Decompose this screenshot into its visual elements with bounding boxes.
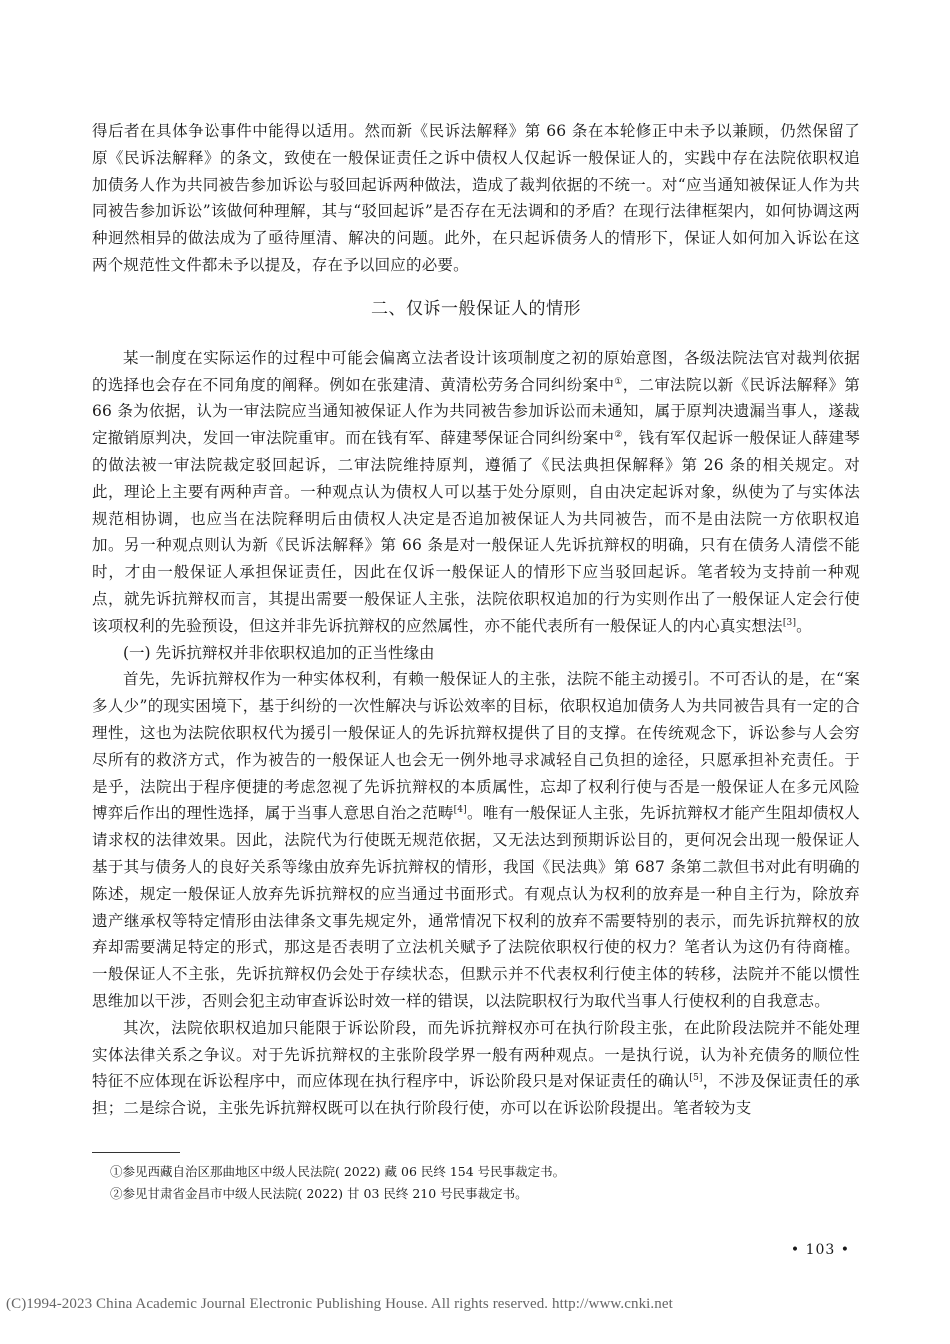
footnote-1: ①参见西藏自治区那曲地区中级人民法院( 2022) 藏 06 民终 154 号民事裁定书。 [110, 1164, 566, 1179]
paragraph-continued: 得后者在具体争讼事件中能得以适用。然而新《民诉法解释》第 66 条在本轮修正中未予以兼顾，仍然保留了原《民诉法解释》的条文，致使在一般保证责任之诉中债权人仅起诉一般保证人的，实践中存在法院依职权追加债务人作为共同被告参加诉讼与驳回起诉两种做法，造成了裁判依据的不统一。对“应当通知被保证人作为共同被告参加诉讼”该做何种理解，其与“驳回起诉”是否存在无法调和的矛盾？在现行法律框架内，如何协调这两种迥然相异的做法成为了亟待厘清、解决的问题。此外，在只起诉债务人的情形下，保证人如何加入诉讼在这两个规范性文件都未予以提及，存在予以回应的必要。 [92, 122, 860, 274]
page-number: • 103 • [790, 1242, 850, 1258]
citation-ref-3[interactable]: [3] [782, 617, 797, 628]
footnote-marker-1[interactable]: ① [614, 376, 623, 387]
paragraph-1-part-d: 。 [796, 616, 812, 635]
subsection-title: (一) 先诉抗辩权并非依职权追加的正当性缘由 [123, 643, 435, 662]
paragraph-3 [92, 1015, 860, 1122]
copyright-watermark-line: (C)1994-2023 China Academic Journal Electronic Publishing House. All rights reserved. http://www.cnki.net [6, 1296, 673, 1312]
paragraph-2 [92, 666, 860, 1014]
paragraph-2-part-b: 。唯有一般保证人主张，先诉抗辩权才能产生阻却债权人请求权的法律效果。因此，法院代为行使既无规范依据，又无法达到预期诉讼目的，更何况会出现一般保证人基于其与债务人的良好关系等缘由放弃先诉抗辩权的情形，我国《民法典》第 687 条第二款但书对此有明确的陈述，规定一般保证人放弃先诉抗辩权的应当通过书面形式。有观点认为权利的放弃是一种自主行为，除放弃遗产继承权等特定情形由法律条文事先规定外，通常情况下权利的放弃不需要特别的表示，而先诉抗辩权的放弃却需要满足特定的形式，那这是否表明了立法机关赋予了法院依职权行使的权力？笔者认为这仍有待商榷。一般保证人不主张，先诉抗辩权仍会处于存续状态，但默示并不代表权利行使主体的转移，法院并不能以惯性思维加以干涉，否则会犯主动审查诉讼时效一样的错误，以法院职权行为取代当事人行使权利的自我意志。 [92, 804, 860, 1010]
article-page [92, 118, 860, 1122]
paragraph-3-part-b: ，不涉及保证责任的承担；二是综合说，主张先诉抗辩权既可以在执行阶段行使，亦可以在诉讼阶段提出。笔者较为支 [92, 1072, 860, 1118]
citation-ref-4[interactable]: [4] [453, 805, 467, 816]
footnotes [110, 1161, 850, 1205]
paragraph-2-part-a: 首先，先诉抗辩权作为一种实体权利，有赖一般保证人的主张，法院不能主动援引。不可否认的是，在“案多人少”的现实困境下，基于纠纷的一次性解决与诉讼效率的目标，依职权追加债务人为共同被告具有一定的合理性，这也为法院依职权代为援引一般保证人的先诉抗辩权提供了目的支撑。在传统观念下，诉讼参与人会穷尽所有的救济方式，作为被告的一般保证人也会无一例外地寻求减轻自己负担的途径，只愿承担补充责任。于是乎，法院出于程序便捷的考虑忽视了先诉抗辩权的本质属性，忘却了权利行使与否是一般保证人在多元风险博弈后作出的理性选择，属于当事人意思自治之范畴 [92, 670, 860, 823]
footnote-marker-2[interactable]: ② [614, 430, 623, 441]
section-title: 二、仅诉一般保证人的情形 [371, 298, 581, 319]
paragraph-3-part-a: 其次，法院依职权追加只能限于诉讼阶段，而先诉抗辩权亦可在执行阶段主张，在此阶段法院并不能处理实体法律关系之争议。对于先诉抗辩权的主张阶段学界一般有两种观点。一是执行说，认为补充债务的顺位性特征不应体现在诉讼程序中，而应体现在执行程序中，诉讼阶段只是对保证责任的确认 [92, 1018, 860, 1091]
footnote-2: ②参见甘肃省金昌市中级人民法院( 2022) 甘 03 民终 210 号民事裁定书。 [110, 1186, 528, 1201]
citation-ref-5[interactable]: [5] [689, 1073, 703, 1084]
paragraph-1-part-b: ，二审法院以新《民诉法解释》第 66 条为依据，认为一审法院应当通知被保证人作为共同被告参加诉讼而未通知，属于原判决遗漏当事人，遂裁定撤销原判决，发回一审法院重审。而在钱有军、薛建琴保证合同纠纷案中 [92, 375, 860, 448]
paragraph-1-part-c: ，钱有军仅起诉一般保证人薛建琴的做法被一审法院裁定驳回起诉，二审法院维持原判，遵循了《民法典担保解释》第 26 条的相关规定。对此，理论上主要有两种声音。一种观点认为债权人可以基于处分原则，自由决定起诉对象，纵使为了与实体法规范相协调，也应当在法院释明后由债权人决定是否追加被保证人为共同被告，而不是由法院一方依职权追加。另一种观点则认为新《民诉法解释》第 66 条是对一般保证人先诉抗辩权的明确，只有在债务人清偿不能时，才由一般保证人承担保证责任，因此在仅诉一般保证人的情形下应当驳回起诉。笔者较为支持前一种观点，就先诉抗辩权而言，其提出需要一般保证人主张，法院依职权追加的行为实则作出了一般保证人定会行使该项权利的先验预设，但这并非先诉抗辩权的应然属性，亦不能代表所有一般保证人的内心真实想法 [92, 429, 860, 635]
footnote-divider [92, 1152, 180, 1153]
paragraph-1-part-a: 某一制度在实际运作的过程中可能会偏离立法者设计该项制度之初的原始意图，各级法院法官对裁判依据的选择也会存在不同角度的阐释。例如在张建清、黄清松劳务合同纠纷案中 [92, 348, 860, 394]
paragraph-1 [92, 345, 860, 640]
body-text [92, 118, 860, 1122]
